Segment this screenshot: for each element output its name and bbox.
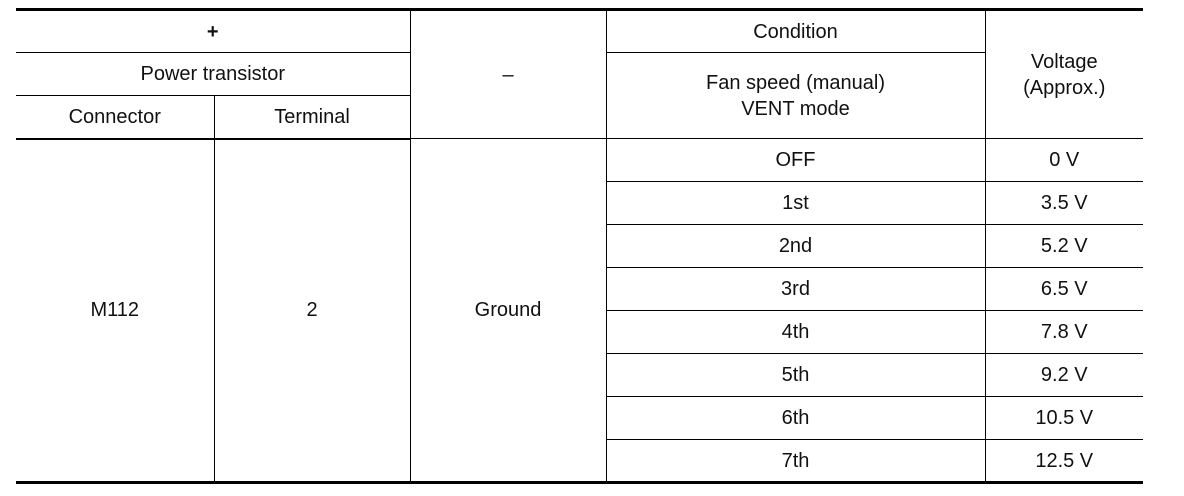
fan-speed-cell: 3rd — [606, 268, 985, 311]
voltage-cell: 3.5 V — [985, 182, 1143, 225]
voltage-cell: 12.5 V — [985, 440, 1143, 483]
header-fan-speed — [606, 53, 985, 139]
header-fan-speed-line2: VENT mode — [741, 97, 850, 120]
table-row — [16, 139, 1143, 182]
voltage-cell: 7.8 V — [985, 311, 1143, 354]
ground-cell: Ground — [410, 139, 606, 483]
header-voltage — [985, 10, 1143, 139]
header-power-transistor: Power transistor — [16, 53, 410, 96]
fan-speed-cell: OFF — [606, 139, 985, 182]
terminal-cell: 2 — [214, 139, 410, 483]
header-voltage-line2: (Approx.) — [1023, 76, 1106, 99]
voltage-cell: 10.5 V — [985, 397, 1143, 440]
voltage-cell: 0 V — [985, 139, 1143, 182]
fan-speed-cell: 1st — [606, 182, 985, 225]
fan-speed-cell: 4th — [606, 311, 985, 354]
header-plus: + — [16, 10, 410, 53]
header-terminal: Terminal — [214, 96, 410, 139]
fan-speed-cell: 7th — [606, 440, 985, 483]
voltage-cell: 6.5 V — [985, 268, 1143, 311]
header-condition: Condition — [606, 10, 985, 53]
voltage-cell: 9.2 V — [985, 354, 1143, 397]
fan-speed-cell: 2nd — [606, 225, 985, 268]
fan-speed-cell: 5th — [606, 354, 985, 397]
header-connector: Connector — [16, 96, 214, 139]
header-fan-speed-line1: Fan speed (manual) — [706, 71, 885, 94]
voltage-cell: 5.2 V — [985, 225, 1143, 268]
header-voltage-line1: Voltage — [1030, 50, 1098, 73]
connector-cell: M112 — [16, 139, 214, 483]
fan-speed-cell: 6th — [606, 397, 985, 440]
header-minus: – — [410, 10, 606, 139]
voltage-spec-table — [16, 8, 1143, 484]
